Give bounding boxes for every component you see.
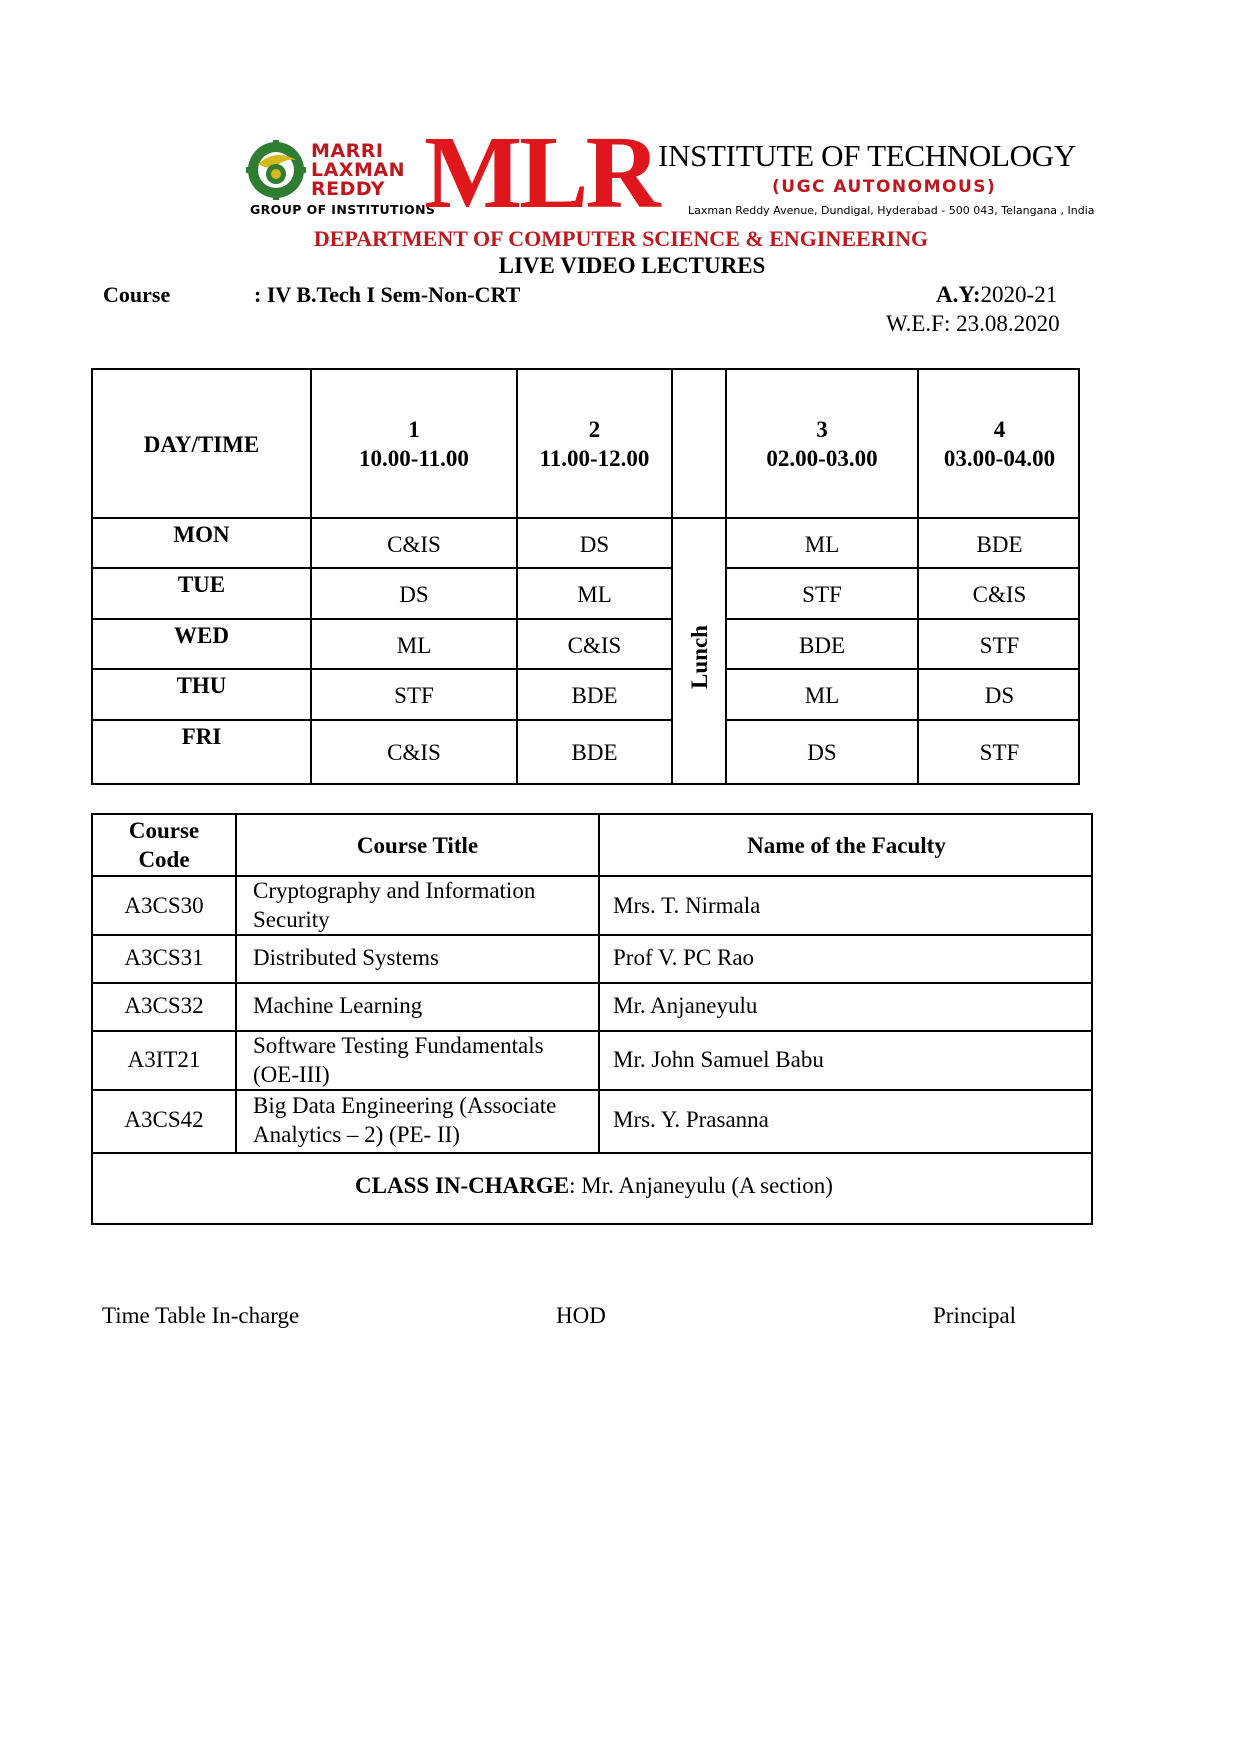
day-label: WED [174, 623, 229, 648]
day-label: TUE [177, 572, 226, 597]
faculty-header: Name of the Faculty [747, 833, 946, 858]
timetable-cell: C&IS [972, 582, 1027, 607]
period-number: 3 [816, 417, 828, 442]
lunch-label: Lunch [687, 625, 712, 689]
course-label: Course [103, 282, 171, 307]
course-title: Distributed Systems [253, 945, 439, 970]
timetable-cell: STF [979, 633, 1020, 658]
day-label: MON [173, 522, 230, 547]
course-code: A3CS32 [124, 993, 204, 1018]
timetable-cell: BDE [571, 740, 618, 765]
academic-year-label: A.Y: [936, 282, 981, 307]
signature-timetable-incharge: Time Table In-charge [102, 1303, 300, 1328]
institute-name: INSTITUTE OF TECHNOLOGY [658, 138, 1076, 173]
logo-group-text: GROUP OF INSTITUTIONS [250, 202, 436, 217]
timetable-cell: C&IS [387, 740, 441, 765]
institute-address: Laxman Reddy Avenue, Dundigal, Hyderabad - 500 043, Telangana , India [688, 204, 1095, 217]
period-number: 1 [408, 417, 420, 442]
timetable-cell: DS [807, 740, 837, 765]
timetable-cell: STF [979, 740, 1020, 765]
academic-year [936, 282, 1057, 308]
course-code: A3CS31 [124, 945, 204, 970]
day-label: THU [176, 673, 227, 698]
faculty-name: Mr. Anjaneyulu [613, 993, 758, 1018]
effective-date: W.E.F: 23.08.2020 [886, 311, 1060, 336]
timetable-cell: DS [984, 683, 1015, 708]
course-title-line: Security [253, 907, 330, 932]
logo-line-marri: MARRI [311, 140, 384, 162]
logo-line-reddy: REDDY [311, 178, 386, 200]
timetable-cell: ML [804, 683, 840, 708]
course-title-line: Analytics – 2) (PE- II) [253, 1122, 460, 1147]
course-code: A3CS30 [124, 893, 204, 918]
course-title [253, 1091, 598, 1149]
timetable-cell: STF [802, 582, 842, 607]
course-title [253, 1031, 598, 1089]
timetable-cell: BDE [799, 633, 845, 658]
timetable-cell: DS [399, 582, 429, 607]
mlr-logo-text: MLR [424, 115, 658, 230]
class-incharge-label: CLASS IN-CHARGE [355, 1173, 570, 1198]
course-title-line: (OE-III) [253, 1062, 330, 1087]
timetable [91, 368, 1080, 785]
course-title-header: Course Title [356, 833, 479, 858]
page-subtitle: LIVE VIDEO LECTURES [498, 253, 766, 278]
gear-emblem-icon [246, 140, 306, 200]
course-code-header-line2: Code [138, 847, 190, 872]
course-title [253, 876, 598, 934]
course-code: A3CS42 [124, 1107, 204, 1132]
timetable-cell: ML [577, 582, 612, 607]
course-table [91, 813, 1093, 1225]
department-title: DEPARTMENT OF COMPUTER SCIENCE & ENGINEERING [313, 226, 929, 251]
period-time: 02.00-03.00 [766, 446, 878, 471]
timetable-cell: BDE [571, 683, 618, 708]
class-incharge-value: : Mr. Anjaneyulu (A section) [569, 1173, 833, 1198]
timetable-cell: ML [804, 532, 840, 557]
timetable-cell: C&IS [387, 532, 441, 557]
course-title-line: Software Testing Fundamentals [253, 1033, 544, 1058]
course-title-line: Cryptography and Information [253, 878, 536, 903]
timetable-cell: C&IS [567, 633, 622, 658]
period-header [518, 415, 671, 473]
signature-hod: HOD [556, 1303, 606, 1328]
day-time-header: DAY/TIME [143, 432, 260, 457]
period-number: 4 [993, 417, 1006, 442]
period-header [919, 415, 1080, 473]
faculty-name: Prof V. PC Rao [613, 945, 755, 970]
class-incharge [93, 1173, 1095, 1199]
logo-line-laxman: LAXMAN [311, 159, 405, 181]
period-time: 11.00-12.00 [539, 446, 650, 471]
faculty-name: Mrs. T. Nirmala [613, 893, 761, 918]
course-code: A3IT21 [127, 1047, 201, 1072]
timetable-cell: STF [394, 683, 434, 708]
course-code-header-line1: Course [128, 818, 200, 843]
lunch-break [676, 607, 724, 707]
timetable-cell: BDE [976, 532, 1023, 557]
period-number: 2 [588, 417, 601, 442]
period-time: 03.00-04.00 [943, 446, 1056, 471]
period-time: 10.00-11.00 [359, 446, 469, 471]
faculty-name: Mr. John Samuel Babu [613, 1047, 824, 1072]
day-label: FRI [181, 724, 222, 749]
period-header [312, 415, 516, 473]
course-value: : IV B.Tech I Sem-Non-CRT [254, 282, 521, 307]
course-title-line: Big Data Engineering (Associate [253, 1093, 557, 1118]
signature-principal: Principal [933, 1303, 1017, 1328]
academic-year-value: 2020-21 [980, 282, 1058, 307]
timetable-cell: DS [579, 532, 610, 557]
course-code-header [93, 816, 235, 874]
autonomous-label: (UGC AUTONOMOUS) [772, 177, 997, 197]
timetable-cell: ML [396, 633, 432, 658]
period-header [727, 415, 917, 473]
faculty-name: Mrs. Y. Prasanna [613, 1107, 769, 1132]
course-title: Machine Learning [253, 993, 423, 1018]
